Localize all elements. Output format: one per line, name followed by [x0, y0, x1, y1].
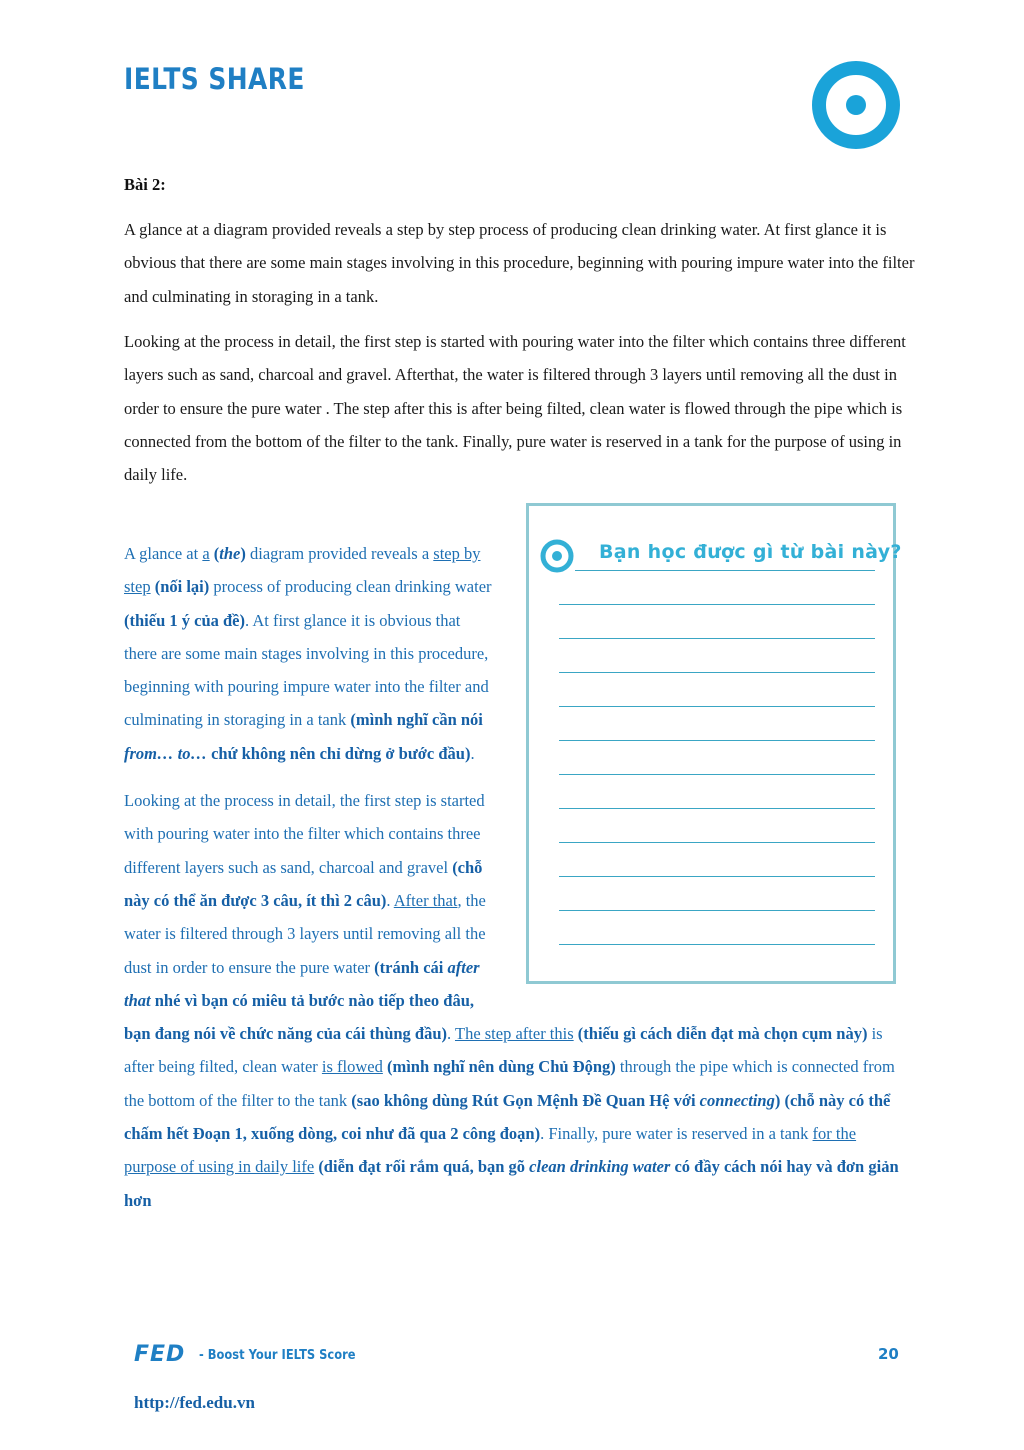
footer-tagline: - Boost Your IELTS Score: [199, 1347, 356, 1363]
page-number: 20: [878, 1345, 899, 1363]
feedback-comment: (chỗ này có thể chấm hết Đoạn 1, xuống dòng, coi như đã qua 2 công đoạn): [124, 1090, 891, 1144]
section-label: Bài 2:: [124, 175, 166, 194]
feedback-comment: (thiếu 1 ý của đề): [124, 610, 245, 630]
footer-brand: [134, 1342, 384, 1368]
feedback-underlined: for the purpose of using in daily life: [124, 1124, 857, 1177]
feedback-text: . Finally, pure water is reserved in a tank: [540, 1124, 813, 1144]
feedback-text: A glance at: [124, 544, 203, 563]
feedback-underlined: After that: [393, 890, 458, 910]
feedback-text: .: [447, 1024, 455, 1044]
feedback-comment: (nối lại): [154, 577, 210, 597]
feedback-comment: (diễn đạt rối rắm quá, bạn gõ clean drinking water có đầy cách nói hay và đơn giản hơn: [124, 1157, 899, 1210]
feedback-comment: (sao không dùng Rút Gọn Mệnh Đề Quan Hệ với connecting): [351, 1090, 781, 1110]
notes-title: Bạn học được gì từ bài này?: [599, 541, 902, 563]
feedback-text: through the pipe which is connected from the bottom of the filter to the tank: [124, 1057, 895, 1110]
feedback-underlined: a: [202, 544, 210, 563]
float-spacer: [496, 537, 904, 997]
feedback-comment: (the): [213, 544, 246, 563]
feedback-underlined: is flowed: [321, 1057, 383, 1077]
fed-logo: FED: [134, 1342, 186, 1367]
feedback-comment: (chỗ này có thể ăn được 3 câu, ít thì 2 câu): [124, 857, 483, 910]
feedback-comment: (thiếu gì cách diễn đạt mà chọn cụm này): [577, 1024, 868, 1044]
feedback-text: .: [386, 890, 394, 910]
feedback-text: .: [470, 743, 475, 763]
essay-paragraph-2: Looking at the process in detail, the first step is started with pouring water into the filter which contains three different layers such as sand, charcoal and gravel. Afterthat, the water is filtered through 3 layers until removing all the dust in order to ensure the pure water . The step after this is after being filted, clean water is flowed through the pipe which is connected from the bottom of the filter to the tank. Finally, pure water is reserved in a tank for the purpose of using in daily life.: [124, 332, 906, 485]
feedback-comment: (mình nghĩ cần nói from… to… chứ không nên chỉ dừng ở bước đầu): [124, 710, 483, 763]
feedback-comment: (mình nghĩ nên dùng Chủ Động): [386, 1057, 616, 1077]
feedback-underlined: step by step: [124, 544, 481, 597]
feedback-comment: (tránh cái after that nhé vì bạn có miêu tả bước nào tiếp theo đâu, bạn đang nói về chức năng của cái thùng đầu): [124, 957, 480, 1044]
feedback-text: process of producing clean drinking water: [209, 577, 492, 597]
feedback-text: . At first glance it is obvious that there are some main stages involving in this procedure, beginning with pouring impure water into the filter and culminating in storaging in a tank: [124, 610, 489, 730]
footer-url: http://fed.edu.vn: [134, 1393, 255, 1412]
target-circle-icon: [811, 60, 901, 150]
feedback-block: [124, 537, 904, 1231]
feedback-text: is after being filted, clean water: [124, 1024, 883, 1077]
brand-title: IELTS SHARE: [124, 62, 305, 96]
feedback-underlined: The step after this: [454, 1024, 574, 1044]
feedback-text: , the water is filtered through 3 layers until removing all the dust in order to ensure the pure water: [124, 890, 486, 977]
essay-paragraph-1: A glance at a diagram provided reveals a step by step process of producing clean drinking water. At first glance it is obvious that there are some main stages involving in this procedure, beginning with pouring impure water into the filter and culminating in storaging in a tank.: [124, 220, 915, 306]
feedback-text: Looking at the process in detail, the first step is started with pouring water into the filter which contains three different layers such as sand, charcoal and gravel: [124, 791, 485, 877]
feedback-text: diagram provided reveals a: [245, 544, 434, 563]
